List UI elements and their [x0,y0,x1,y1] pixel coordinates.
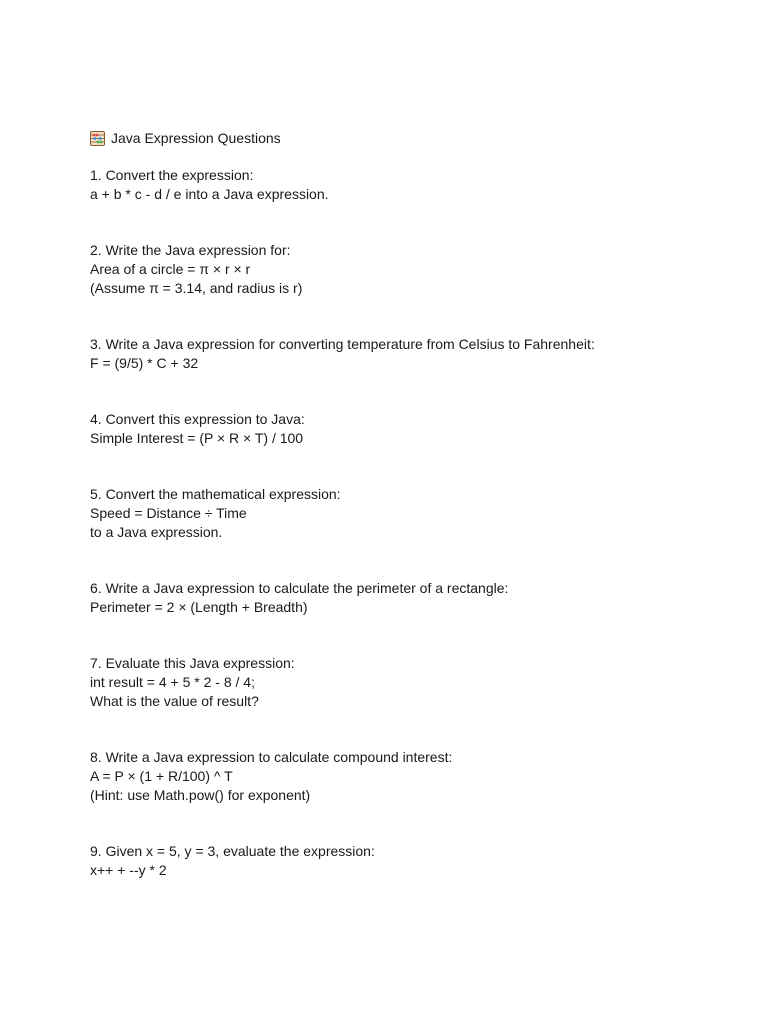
question-4-line-1: 4. Convert this expression to Java: [90,411,305,427]
question-8 [90,748,730,805]
question-3-line-2: F = (9/5) * C + 32 [90,355,199,371]
question-6-line-2: Perimeter = 2 × (Length + Breadth) [90,599,308,615]
question-3 [90,335,730,373]
question-1-line-2: a + b * c - d / e into a Java expression. [90,186,329,202]
question-5-line-1: 5. Convert the mathematical expression: [90,486,341,502]
question-2-line-3: (Assume π = 3.14, and radius is r) [90,280,303,296]
question-3-line-1: 3. Write a Java expression for converting temperature from Celsius to Fahrenheit: [90,336,595,352]
question-7-line-1: 7. Evaluate this Java expression: [90,655,295,671]
question-1 [90,166,730,204]
question-8-line-2: A = P × (1 + R/100) ^ T [90,768,233,784]
question-list [90,166,730,880]
question-9 [90,842,730,880]
question-1-line-1: 1. Convert the expression: [90,167,254,183]
question-9-line-2: x++ + --y * 2 [90,862,167,878]
question-5-line-2: Speed = Distance ÷ Time [90,505,247,521]
question-4-line-2: Simple Interest = (P × R × T) / 100 [90,430,304,446]
question-4 [90,410,730,448]
document-title-row [90,129,730,148]
question-6 [90,579,730,617]
question-2 [90,241,730,298]
question-5-line-3: to a Java expression. [90,524,223,540]
question-7-line-3: What is the value of result? [90,693,259,709]
question-9-line-1: 9. Given x = 5, y = 3, evaluate the expression: [90,843,375,859]
document-title: Java Expression Questions [111,130,281,146]
question-6-line-1: 6. Write a Java expression to calculate the perimeter of a rectangle: [90,580,509,596]
question-5 [90,485,730,542]
question-7 [90,654,730,711]
question-8-line-3: (Hint: use Math.pow() for exponent) [90,787,311,803]
question-7-line-2: int result = 4 + 5 * 2 - 8 / 4; [90,674,255,690]
question-8-line-1: 8. Write a Java expression to calculate compound interest: [90,749,453,765]
question-2-line-2: Area of a circle = π × r × r [90,261,251,277]
abacus-icon [90,131,105,146]
question-2-line-1: 2. Write the Java expression for: [90,242,291,258]
document-page [90,129,730,917]
